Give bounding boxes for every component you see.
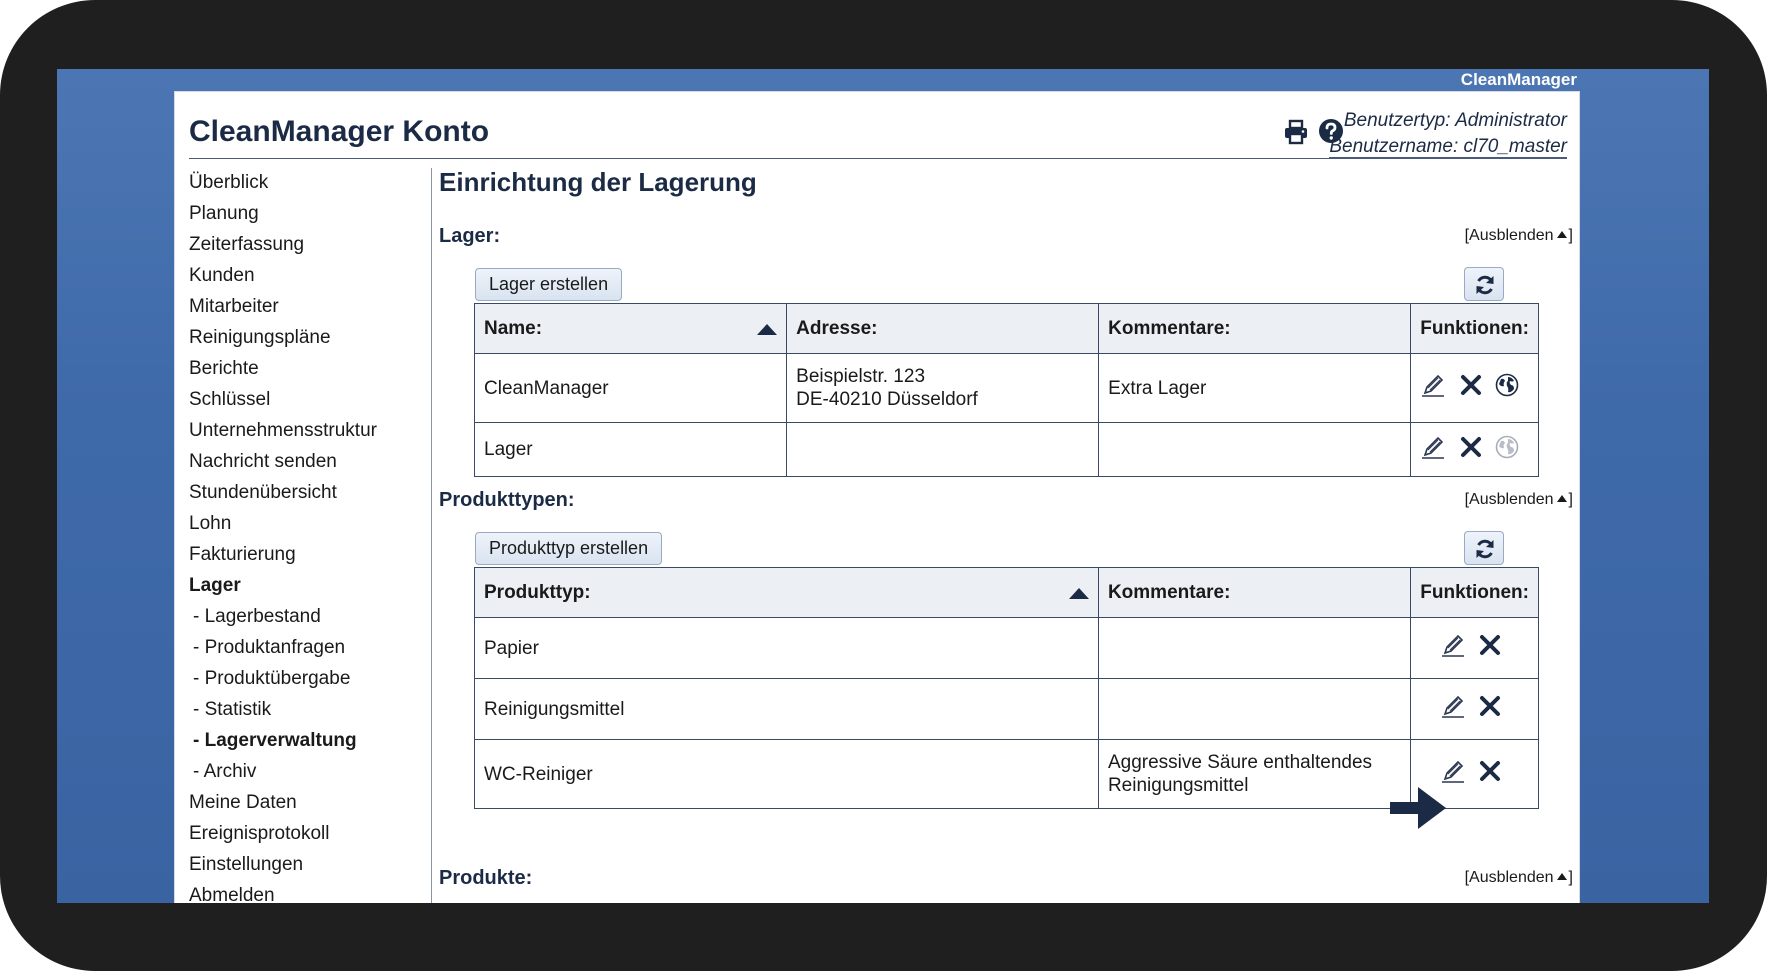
table-row (475, 740, 1539, 809)
table-row (475, 679, 1539, 740)
sidebar-item-nachricht-senden[interactable]: Nachricht senden (189, 451, 337, 472)
cell-comment: Extra Lager (1099, 354, 1411, 423)
table-header-row (475, 304, 1539, 354)
column-header-adresse: Adresse: (787, 304, 1099, 354)
cell-name: Reinigungsmittel (475, 679, 1099, 740)
user-type: Benutzertyp: Administrator (1343, 110, 1567, 131)
sidebar-subitem-lagerbestand[interactable]: - Lagerbestand (193, 606, 321, 628)
column-header-kommentare: Kommentare: (1099, 304, 1411, 354)
cell-address (787, 423, 1099, 477)
page-title: CleanManager Konto (189, 115, 490, 148)
x-icon[interactable] (1478, 694, 1502, 724)
column-header-produkttyp[interactable]: Produkttyp: (475, 568, 1099, 618)
cell-functions (1411, 354, 1539, 423)
table-row (475, 354, 1539, 423)
column-header-funktionen: Funktionen: (1411, 568, 1539, 618)
main-content (439, 92, 1573, 903)
create-lager-button[interactable]: Lager erstellen (475, 268, 622, 301)
sidebar-subitem-produktuebergabe[interactable]: - Produktübergabe (193, 668, 350, 690)
sidebar-item-kunden[interactable]: Kunden (189, 265, 255, 286)
sidebar-item-ueberblick[interactable]: Überblick (189, 172, 269, 193)
column-header-name[interactable]: Name: (475, 304, 787, 354)
x-icon[interactable] (1478, 759, 1502, 789)
cell-comment (1099, 423, 1411, 477)
sidebar-item-fakturierung[interactable]: Fakturierung (189, 544, 296, 565)
sidebar-item-lohn[interactable]: Lohn (189, 513, 232, 534)
sidebar-subitem-produktanfragen[interactable]: - Produktanfragen (193, 637, 345, 659)
section-title-lager: Lager: (439, 225, 501, 247)
sidebar-item-meine-daten[interactable]: Meine Daten (189, 792, 297, 813)
account-panel (174, 91, 1580, 903)
triangle-up-icon (1557, 495, 1567, 502)
hide-link-produkttypen[interactable]: [Ausblenden ] (1464, 491, 1573, 508)
globe-icon-disabled (1495, 435, 1519, 465)
refresh-icon (1474, 274, 1496, 296)
sidebar-subitem-archiv[interactable]: - Archiv (193, 761, 256, 783)
cell-address: Beispielstr. 123 DE-40210 Düsseldorf (787, 354, 1099, 423)
cell-functions (1411, 618, 1539, 679)
sidebar-subitem-lagerverwaltung[interactable]: - Lagerverwaltung (193, 730, 357, 752)
sidebar-item-lager[interactable]: Lager (189, 575, 241, 596)
sidebar-divider (431, 168, 432, 903)
sidebar-subitem-statistik[interactable]: - Statistik (193, 699, 271, 721)
produkttypen-table (474, 567, 1539, 809)
table-header-row (475, 568, 1539, 618)
hide-link-produkte[interactable]: [Ausblenden ] (1464, 869, 1573, 886)
sidebar-item-ereignisprotokoll[interactable]: Ereignisprotokoll (189, 823, 330, 844)
hide-link-lager[interactable]: [Ausblenden ] (1464, 227, 1573, 244)
pencil-icon[interactable] (1420, 372, 1446, 404)
column-header-kommentare: Kommentare: (1098, 568, 1410, 618)
cell-name: WC-Reiniger (475, 740, 1099, 809)
cell-name: CleanManager (475, 354, 787, 423)
sort-ascending-icon[interactable] (1069, 588, 1089, 599)
sidebar-item-einstellungen[interactable]: Einstellungen (189, 854, 304, 875)
pencil-icon[interactable] (1420, 434, 1446, 466)
table-row (475, 618, 1539, 679)
cell-functions (1411, 679, 1539, 740)
sidebar-item-stundenuebersicht[interactable]: Stundenübersicht (189, 482, 337, 503)
create-produkttyp-button[interactable]: Produkttyp erstellen (475, 532, 662, 565)
cell-name: Lager (475, 423, 787, 477)
sidebar-item-unternehmensstruktur[interactable]: Unternehmensstruktur (189, 420, 377, 441)
x-icon[interactable] (1459, 373, 1483, 403)
sidebar (189, 172, 429, 903)
user-name: Benutzername: cl70_master (1329, 136, 1567, 157)
arrow-right-icon (1390, 783, 1448, 833)
screen (57, 69, 1709, 903)
sidebar-item-abmelden[interactable]: Abmelden (189, 885, 275, 903)
sort-ascending-icon[interactable] (757, 324, 777, 335)
x-icon[interactable] (1459, 435, 1483, 465)
pencil-icon[interactable] (1440, 632, 1466, 664)
cell-name: Papier (475, 618, 1099, 679)
refresh-lager-button[interactable] (1464, 267, 1504, 301)
cell-comment (1098, 618, 1410, 679)
x-icon[interactable] (1478, 633, 1502, 663)
sidebar-item-mitarbeiter[interactable]: Mitarbeiter (189, 296, 279, 317)
main-title: Einrichtung der Lagerung (439, 167, 757, 197)
section-title-produkte: Produkte: (439, 867, 533, 889)
sidebar-item-zeiterfassung[interactable]: Zeiterfassung (189, 234, 305, 255)
refresh-icon (1474, 538, 1496, 560)
triangle-up-icon (1557, 873, 1567, 880)
brand-label: CleanManager (1460, 70, 1577, 89)
triangle-up-icon (1557, 231, 1567, 238)
cell-comment: Aggressive Säure enthaltendes Reinigungsmittel (1098, 740, 1410, 809)
cell-functions (1411, 423, 1539, 477)
sidebar-item-planung[interactable]: Planung (189, 203, 259, 224)
pencil-icon[interactable] (1440, 693, 1466, 725)
cell-comment (1098, 679, 1410, 740)
globe-icon[interactable] (1495, 373, 1519, 403)
lager-table (474, 303, 1539, 477)
section-title-produkttypen: Produkttypen: (439, 489, 575, 511)
table-row (475, 423, 1539, 477)
sidebar-item-reinigungsplaene[interactable]: Reinigungspläne (189, 327, 331, 348)
sidebar-item-schluessel[interactable]: Schlüssel (189, 389, 271, 410)
column-header-funktionen: Funktionen: (1411, 304, 1539, 354)
sidebar-item-berichte[interactable]: Berichte (189, 358, 259, 379)
refresh-produkttypen-button[interactable] (1464, 531, 1504, 565)
